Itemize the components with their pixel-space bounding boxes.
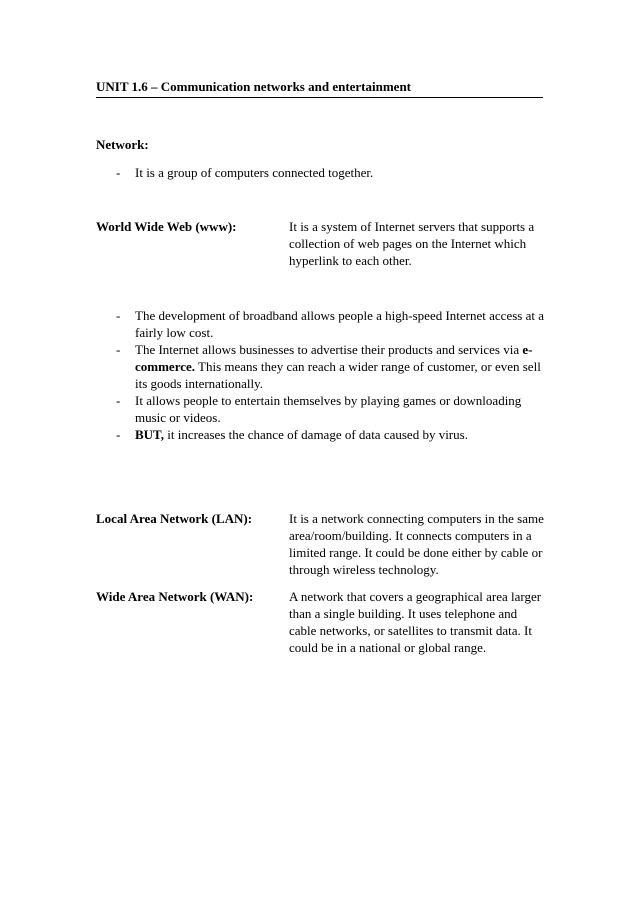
dash-marker: - <box>116 342 121 357</box>
bullet-line <box>135 341 544 358</box>
list-item <box>96 164 373 181</box>
bullet-text: This means they can reach a wider range of customer, or even sell <box>195 359 541 374</box>
bullet-text: it increases the chance of damage of data caused by virus. <box>164 427 468 442</box>
dash-marker: - <box>116 393 121 408</box>
bullet-line: music or videos. <box>135 410 221 425</box>
internet-facts-list <box>96 307 544 443</box>
bullet-text: The Internet allows businesses to advertise their products and services via <box>135 342 523 357</box>
unit-title: UNIT 1.6 – Communication networks and entertainment <box>96 78 543 98</box>
list-item <box>96 307 544 341</box>
definition-line: limited range. It could be done either by cable or <box>289 545 543 560</box>
dash-marker: - <box>116 427 121 442</box>
lan-term: Local Area Network (LAN): <box>96 511 253 526</box>
bullet-line <box>135 426 544 443</box>
dash-marker: - <box>116 165 121 180</box>
bullet-line: fairly low cost. <box>135 325 214 340</box>
definition-line: could be in a national or global range. <box>289 640 487 655</box>
bullet-bold-text: BUT, <box>135 427 165 442</box>
bullet-bold-text: commerce. <box>135 359 196 374</box>
lan-definition <box>289 510 545 578</box>
bullet-bold-text: e- <box>522 342 533 357</box>
definition-line: It is a system of Internet servers that supports a <box>289 219 535 234</box>
dash-marker: - <box>116 308 121 323</box>
list-item <box>96 341 544 392</box>
bullet-line <box>135 358 544 375</box>
network-heading: Network: <box>96 137 149 152</box>
bullet-line: its goods internationally. <box>135 376 264 391</box>
network-bullet-text: It is a group of computers connected together. <box>135 165 374 180</box>
definition-line: A network that covers a geographical area larger <box>289 589 542 604</box>
definition-line: through wireless technology. <box>289 562 439 577</box>
list-item <box>96 426 544 443</box>
www-term: World Wide Web (www): <box>96 219 237 234</box>
www-definition <box>289 218 545 269</box>
bullet-line: It allows people to entertain themselves by playing games or downloading <box>135 393 522 408</box>
network-list <box>96 164 373 181</box>
bullet-line: The development of broadband allows people a high-speed Internet access at a <box>135 308 544 323</box>
definition-line: than a single building. It uses telephone and <box>289 606 518 621</box>
definition-line: area/room/building. It connects computers in a <box>289 528 532 543</box>
definition-line: cable networks, or satellites to transmit data. It <box>289 623 532 638</box>
definition-line: collection of web pages on the Internet which <box>289 236 527 251</box>
definition-line: It is a network connecting computers in the same <box>289 511 544 526</box>
wan-definition <box>289 588 545 656</box>
definition-line: hyperlink to each other. <box>289 253 412 268</box>
wan-term: Wide Area Network (WAN): <box>96 589 254 604</box>
list-item <box>96 392 544 426</box>
